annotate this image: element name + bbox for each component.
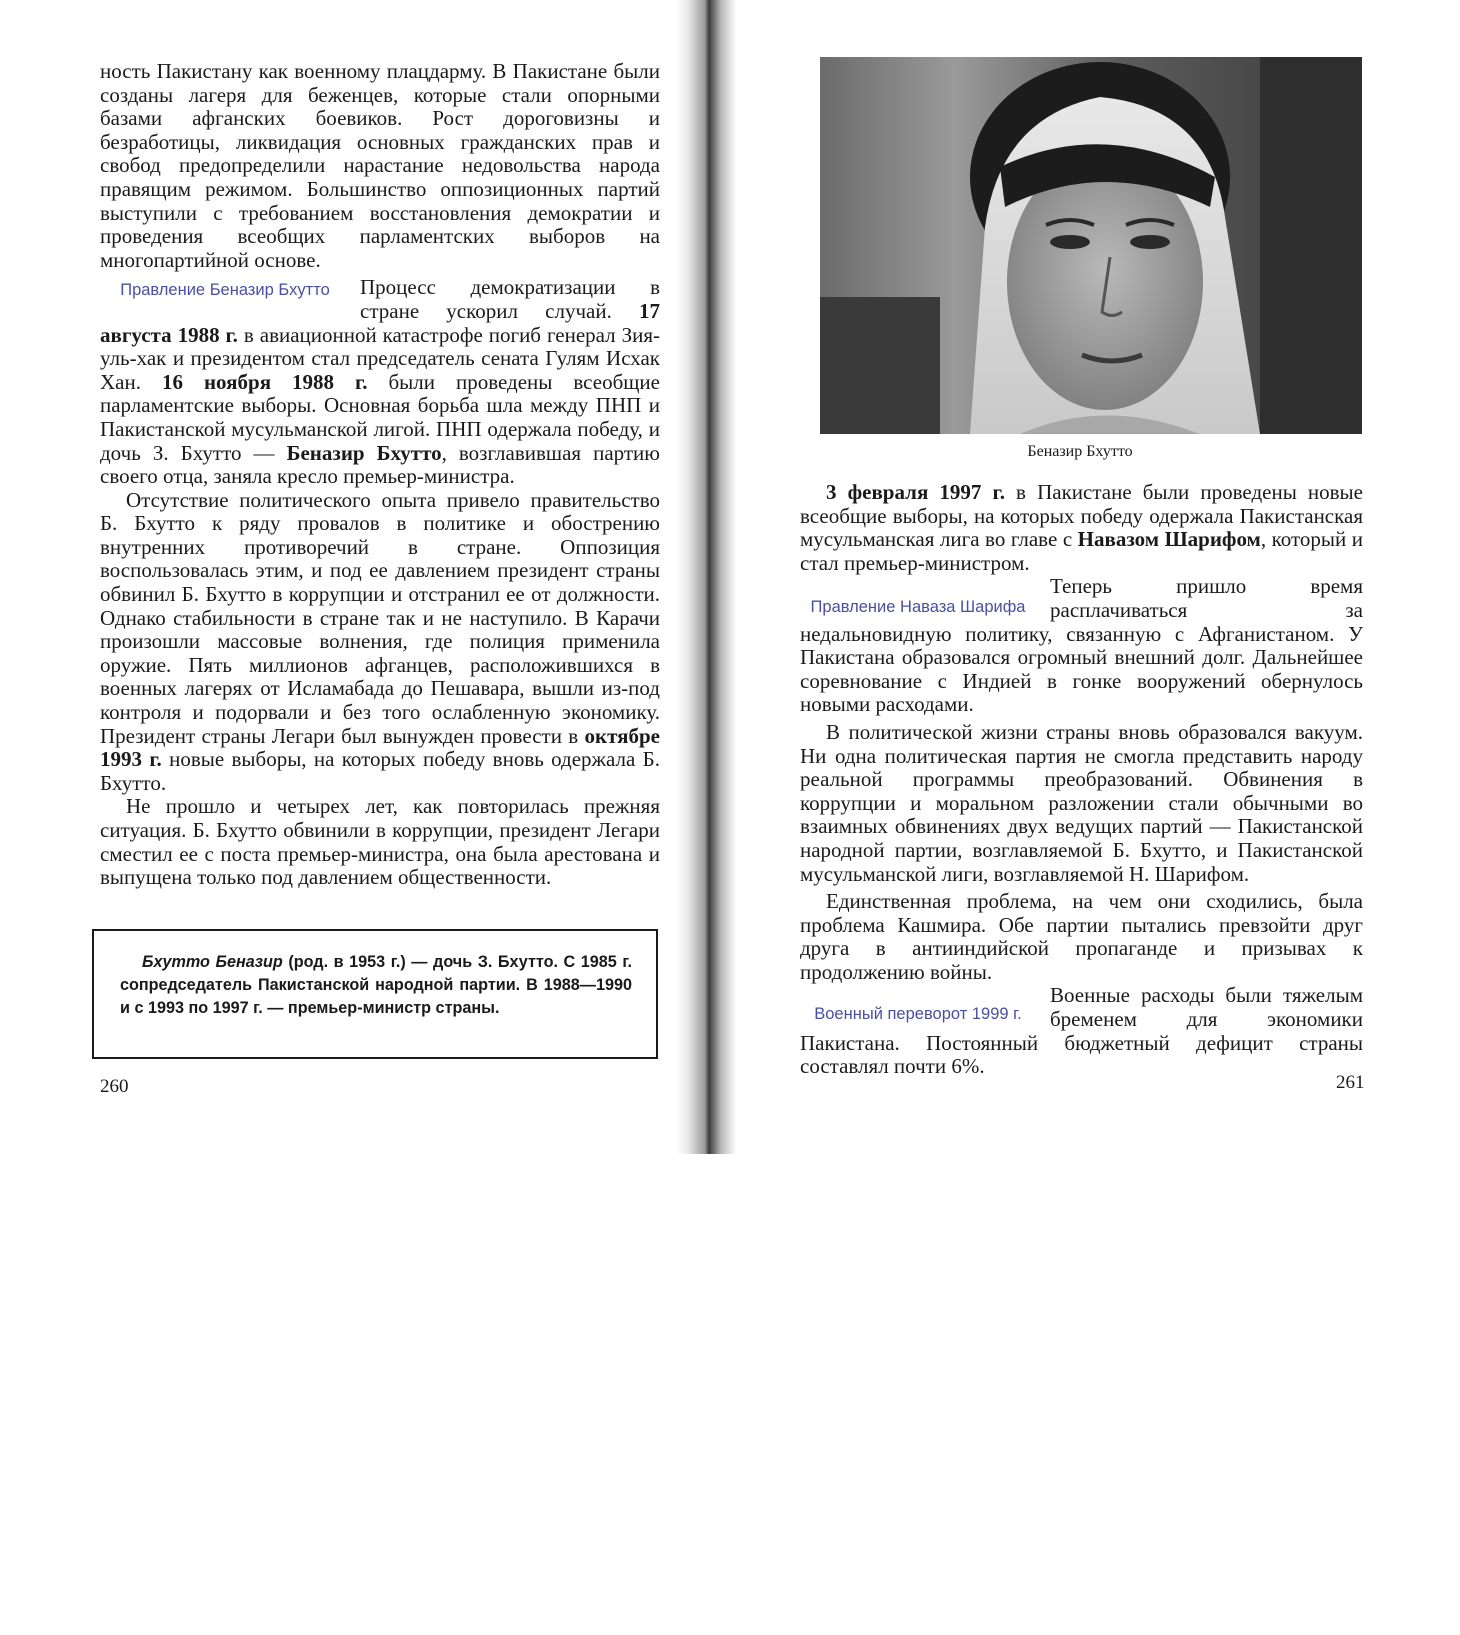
portrait-image [820, 57, 1362, 434]
right-paragraph-2: Теперь пришло время расплачиваться за недальновидную политику, связанную с Афганистаном. У Пакистана образовался огромный внешний долг. Дальнейшее соревнование с Индией в гонке вооружений обернулось новыми расходами. [800, 574, 1363, 717]
name-benazir: Беназир Бхутто [286, 440, 442, 465]
name-nawaz: Навазом Шарифом [1077, 527, 1261, 552]
biography-box [92, 929, 658, 1059]
left-paragraph-2: Процесс демократизации в стране ускорил случай. 17 августа 1988 г. в авиационной катастрофе погиб генерал Зия-уль-хак и президентом стал председатель сената Гулям Исхак Хан. 16 ноября 1988 г. были проведены всеобщие парламентские выборы. Основная борьба шла между ПНП и Пакистанской мусульманской лигой. ПНП одержала победу, и дочь З. Бхутто — Беназир Бхутто, возглавившая партию своего отца, заняла кресло премьер-министра. [100, 275, 660, 489]
biography-text: (род. в 1953 г.) — дочь З. Бхутто. С 1985 г. сопредседатель Пакистанской народной партии. В 1988—1990 и с 1993 по 1997 г. — премьер-министр страны. [120, 953, 632, 1017]
page-number-right: 261 [1336, 1072, 1365, 1093]
right-paragraph-3: В политической жизни страны вновь образовался вакуум. Ни одна политическая партия не смогла представить народу реальной программы преобразований. Обвинения в коррупции и моральном разложении стали обычными во взаимных обвинениях двух ведущих партий — Пакистанской народной партии, возглавляемой Б. Бхутто, и Пакистанской мусульманской лиги, возглавляемой Н. Шарифом. [800, 719, 1363, 886]
date-1997-feb: 3 февраля 1997 г. [826, 480, 1005, 504]
page-number-left: 260 [100, 1076, 129, 1097]
side-heading-coup-1999: Военный переворот 1999 г. [814, 1005, 1022, 1024]
biography-name: Бхутто Беназир [142, 953, 283, 971]
side-heading-sharif-rule: Правление Наваза Шарифа [810, 598, 1026, 617]
photo-caption: Беназир Бхутто [1027, 443, 1133, 460]
date-1988-nov: 16 ноября 1988 г. [161, 369, 368, 394]
left-paragraph-1: ность Пакистану как военному плацдарму. В Пакистане были созданы лагеря для беженцев, которые стали опорными базами афганских боевиков. Рост дороговизны и безработицы, ликвидация основных гражданских прав и свобод предопределили нарастание недовольства народа правящим режимом. Большинство оппозиционных партий выступили с требованием восстановления демократии и проведения всеобщих парламентских выборов на многопартийной основе. [100, 59, 660, 272]
side-heading-bhutto-rule: Правление Беназир Бхутто [120, 281, 330, 300]
portrait-photo [820, 57, 1362, 434]
left-paragraph-4: Не прошло и четырех лет, как повторилась прежняя ситуация. Б. Бхутто обвинили в коррупции, президент Легари сместил ее с поста премьер-министра, она была арестована и выпущена только под давлением общественности. [100, 794, 660, 890]
date-1988-aug: 17 августа 1988 г. [100, 298, 660, 347]
right-paragraph-5: Военные расходы были тяжелым бременем для экономики Пакистана. Постоянный бюджетный дефицит страны составлял почти 6%. [800, 983, 1363, 1079]
book-gutter [676, 0, 736, 1154]
left-paragraph-3: Отсутствие политического опыта привело правительство Б. Бхутто к ряду провалов в политике и обострению внутренних противоречий в стране. Оппозиция воспользовалась этим, и под ее давлением президент страны обвинил Б. Бхутто в коррупции и отстранил ее от должности. Однако стабильности в стране так и не наступило. В Карачи произошли массовые волнения, где полиция применила оружие. Пять миллионов афганцев, расположившихся в военных лагерях от Исламабада до Пешавара, вышли из-под контроля и подорвали и без того ослабленную экономику. Президент страны Легари был вынужден провести в октябре 1993 г. новые выборы, на которых победу вновь одержала Б. Бхутто. [100, 487, 660, 795]
right-paragraph-1: 3 февраля 1997 г. в Пакистане были проведены новые всеобщие выборы, на которых победу одержала Пакистанская мусульманская лига во главе с Навазом Шарифом, который и стал премьер-министром. [800, 480, 1364, 575]
right-paragraph-4: Единственная проблема, на чем они сходились, была проблема Кашмира. Обе партии пытались превзойти друг друга в антииндийской пропаганде и призывах к продолжению войны. [800, 889, 1363, 984]
right-page [800, 481, 1363, 1635]
date-1993-oct: октябре 1993 г. [100, 723, 660, 772]
